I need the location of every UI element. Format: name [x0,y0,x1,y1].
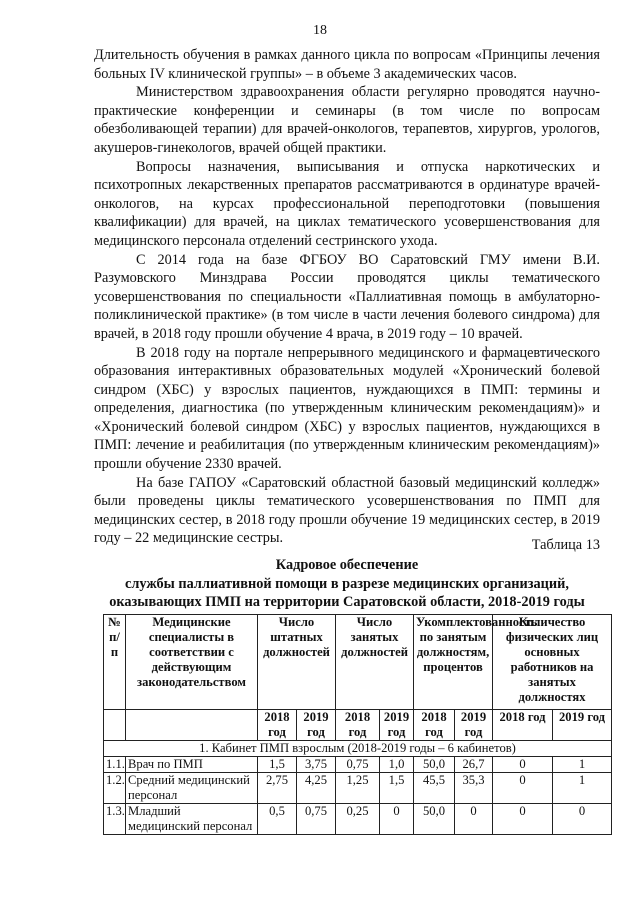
table-title-line: Кадровое обеспечение [275,557,419,573]
row-value: 4,25 [297,773,336,804]
row-num: 1.2. [104,773,126,804]
section-title: 1. Кабинет ПМП взрослым (2018-2019 годы – 6 кабинетов) [104,741,612,757]
row-value: 2,75 [258,773,297,804]
page-number: 18 [313,23,327,38]
table-header-row [104,615,612,710]
row-value: 0 [493,773,553,804]
row-value: 50,0 [414,757,455,773]
row-value: 1 [553,757,612,773]
row-value: 0 [493,757,553,773]
empty-cell [126,710,258,741]
table-title [94,556,600,612]
row-value: 1,25 [336,773,380,804]
header-specialists: Медицинские специалисты в соответствии с действующим законодательством [126,615,258,710]
row-name: Младший медицинский персонал [126,804,258,835]
header-physical-persons: Количество физических лиц основных работников на занятых должностях [493,615,612,710]
row-num: 1.3. [104,804,126,835]
row-value: 1,5 [258,757,297,773]
header-staff-positions: Число штатных должностей [258,615,336,710]
paragraph: Министерством здравоохранения области регулярно проводятся научно-практические конференции и семинары (в том числе по вопросам обезболивающей терапии) для врачей-онкологов, терапевтов, хирургов, урологов, акушеров-гинекологов, врачей общей практики. [94,84,600,156]
header-num: № п/п [104,615,126,710]
row-value: 0 [493,804,553,835]
row-value: 45,5 [414,773,455,804]
row-value: 0 [455,804,493,835]
year-cell: 2019 год [455,710,493,741]
table-row [104,757,612,773]
row-value: 0,75 [336,757,380,773]
table-years-row [104,710,612,741]
row-value: 0 [553,804,612,835]
year-cell: 2019 год [380,710,414,741]
row-value: 1,5 [380,773,414,804]
table-row [104,773,612,804]
empty-cell [104,710,126,741]
row-name: Средний медицинский персонал [126,773,258,804]
row-value: 1 [553,773,612,804]
row-value: 0,75 [297,804,336,835]
paragraph: Вопросы назначения, выписывания и отпуска наркотических и психотропных лекарственных препаратов рассматриваются в ординатуре врачей-онкологов, на курсах профессиональной переподготовки (повышения квалификации) для врачей, на циклах тематического усовершенствования для медицинского персонала отделений сестринского ухода. [94,158,600,249]
header-staffing-rate: Укомплектованность по занятым должностям, процентов [414,615,493,710]
row-value: 50,0 [414,804,455,835]
table-section-row [104,741,612,757]
year-cell: 2019 год [297,710,336,741]
year-cell: 2018 год [493,710,553,741]
row-num: 1.1. [104,757,126,773]
table-number: Таблица 13 [531,537,600,553]
table-row [104,804,612,835]
row-value: 3,75 [297,757,336,773]
body-text [94,46,600,548]
paragraph: На базе ГАПОУ «Саратовский областной базовый медицинский колледж» были проведены циклы тематического усовершенствования по ПМП для медицинских сестер, в 2018 году прошли обучение 19 медицинских сестер, в 2019 году – 22 медицинские сестры. [94,474,600,547]
row-value: 1,0 [380,757,414,773]
row-value: 0,25 [336,804,380,835]
row-value: 0,5 [258,804,297,835]
year-cell: 2018 год [258,710,297,741]
paragraph: Длительность обучения в рамках данного цикла по вопросам «Принципы лечения больных IV клинической группы» – в объеме 3 академических часов. [94,47,600,82]
row-value: 35,3 [455,773,493,804]
paragraph: С 2014 года на базе ФГБОУ ВО Саратовский ГМУ имени В.И. Разумовского Минздрава России проводятся циклы тематического усовершенствования по специальности «Паллиативная помощь в амбулаторно-поликлинической практике» (в том числе в части лечения болевого синдрома) для врачей, в 2018 году прошли обучение 4 врача, в 2019 году – 10 врачей. [94,251,600,342]
header-occupied-positions: Число занятых должностей [336,615,414,710]
row-value: 0 [380,804,414,835]
table-title-line: службы паллиативной помощи в разрезе медицинских организаций, [125,575,569,592]
year-cell: 2018 год [336,710,380,741]
table-title-line: оказывающих ПМП на территории Саратовской области, 2018-2019 годы [109,594,585,611]
year-cell: 2019 год [553,710,612,741]
year-cell: 2018 год [414,710,455,741]
staffing-table [103,614,612,835]
paragraph: В 2018 году на портале непрерывного медицинского и фармацевтического образования интерактивных образовательных модулей «Хронический болевой синдром (ХБС) у взрослых пациентов, нуждающихся в ПМП: термины и определения, диагностика (по утвержденным клиническим рекомендациям)» и «Хронический болевой синдром (ХБС) у взрослых пациентов, нуждающихся в ПМП: лечение и реабилитация (по утвержденным клиническим рекомендациям)» прошли обучение 2330 врачей. [94,344,600,473]
row-name: Врач по ПМП [126,757,258,773]
row-value: 26,7 [455,757,493,773]
